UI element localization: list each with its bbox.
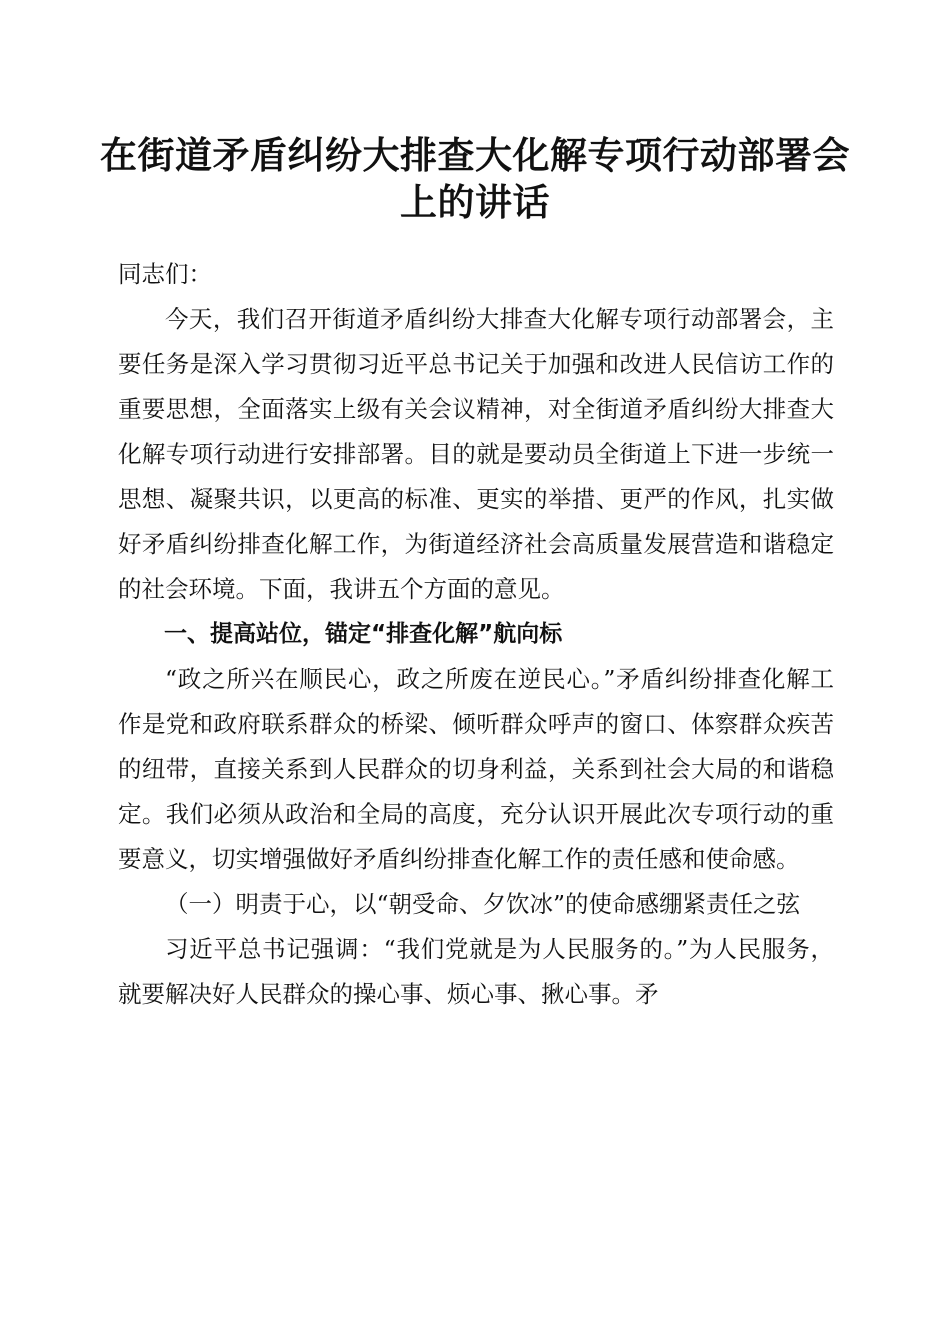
- section-heading-1: 一、提高站位，锚定“排查化解”航向标: [164, 621, 563, 647]
- intro-paragraph: 今天，我们召开街道矛盾纠纷大排查大化解专项行动部署会，主要任务是深入学习贯彻习近平总书记关于加强和改进人民信访工作的重要思想，全面落实上级有关会议精神，对全街道矛盾纠纷大排查大化解专项行动进行安排部署。目的就是要动员全街道上下进一步统一思想、凝聚共识，以更高的标准、更实的举措、更严的作风，扎实做好矛盾纠纷排查化解工作，为街道经济社会高质量发展营造和谐稳定的社会环境。下面，我讲五个方面的意见。: [118, 305, 834, 603]
- salutation: 同志们：: [118, 260, 212, 288]
- document-title-line-1: 在街道矛盾纠纷大排查大化解专项行动部署会: [100, 133, 850, 177]
- document-title: [100, 132, 850, 226]
- subsection-heading-1: （一）明责于心，以“朝受命、夕饮冰”的使命感绷紧责任之弦: [165, 890, 801, 918]
- subsection-1-paragraph: 习近平总书记强调：“我们党就是为人民服务的。”为人民服务，就要解决好人民群众的操心事、烦心事、揪心事。矛: [118, 935, 834, 1008]
- document-body: [118, 252, 834, 1017]
- document-title-line-2: 上的讲话: [400, 180, 550, 224]
- section-1-paragraph: “政之所兴在顺民心，政之所废在逆民心。”矛盾纠纷排查化解工作是党和政府联系群众的桥梁、倾听群众呼声的窗口、体察群众疾苦的纽带，直接关系到人民群众的切身利益，关系到社会大局的和谐稳定。我们必须从政治和全局的高度，充分认识开展此次专项行动的重要意义，切实增强做好矛盾纠纷排查化解工作的责任感和使命感。: [118, 665, 834, 873]
